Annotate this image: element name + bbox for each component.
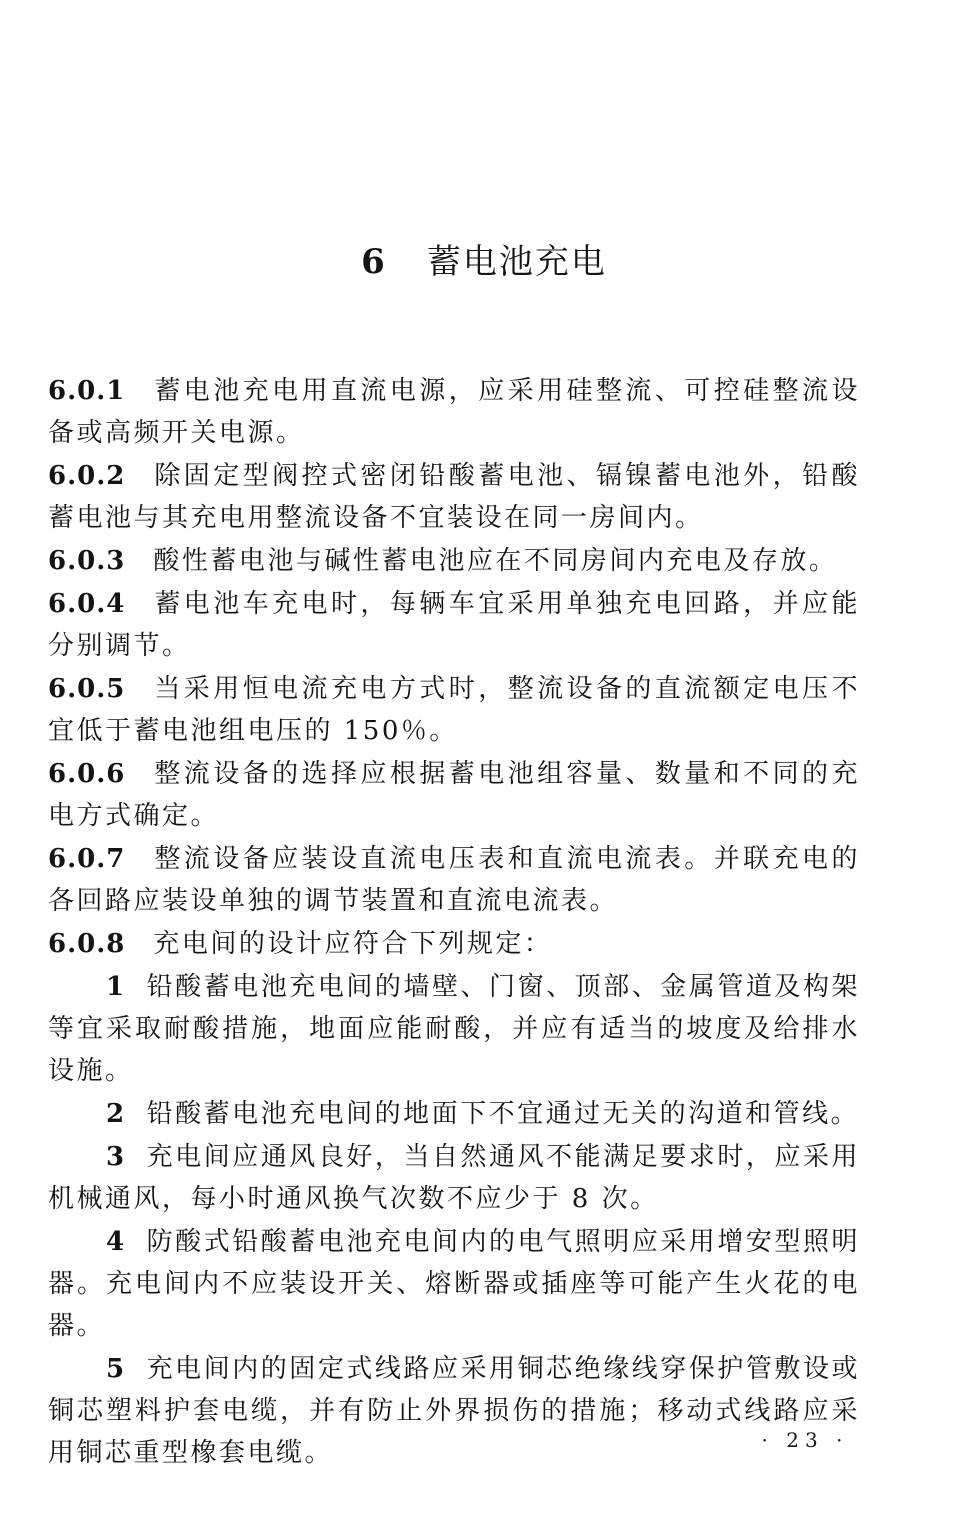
clause-6-0-6 [48,753,860,837]
clause-number: 6.0.4 [48,589,126,619]
clause-number: 6.0.3 [48,546,126,576]
clause-number: 6.0.1 [48,376,126,406]
item-text: 充电间应通风良好，当自然通风不能满足要求时，应采用机械通风，每小时通风换气次数不应少于 8 次。 [48,1142,860,1214]
clause-text: 整流设备应装设直流电压表和直流电流表。并联充电的各回路应装设单独的调节装置和直流电流表。 [48,844,860,916]
clause-6-0-7 [48,838,860,922]
clause-number: 6.0.5 [48,674,126,704]
chapter-number: 6 [361,242,387,282]
clause-text: 蓄电池充电用直流电源，应采用硅整流、可控硅整流设备或高频开关电源。 [48,376,860,448]
page-number: · 23 · [761,1428,849,1452]
item-number: 5 [106,1354,127,1384]
item-text: 防酸式铅酸蓄电池充电间内的电气照明应采用增安型照明器。充电间内不应装设开关、熔断器或插座等可能产生火花的电器。 [48,1227,860,1341]
clause-text: 蓄电池车充电时，每辆车宜采用单独充电回路，并应能分别调节。 [48,589,860,661]
clause-6-0-1 [48,370,860,454]
chapter-title: 蓄电池充电 [426,242,607,282]
item-number: 2 [106,1099,127,1129]
clause-number: 6.0.6 [48,759,126,789]
clause-6-0-2 [48,455,860,539]
clause-text: 充电间的设计应符合下列规定： [153,929,553,959]
clause-6-0-4 [48,583,860,667]
clause-6-0-3 [48,540,860,582]
list-item-2 [48,1093,860,1135]
item-number: 3 [106,1142,127,1172]
item-text: 铅酸蓄电池充电间的地面下不宜通过无关的沟道和管线。 [146,1099,860,1129]
list-item-3 [48,1136,860,1220]
clause-text: 除固定型阀控式密闭铅酸蓄电池、镉镍蓄电池外，铅酸蓄电池与其充电用整流设备不宜装设在同一房间内。 [48,461,860,533]
clause-text: 酸性蓄电池与碱性蓄电池应在不同房间内充电及存放。 [153,546,838,576]
item-number: 4 [106,1227,127,1257]
list-item-1 [48,966,860,1092]
item-text: 充电间内的固定式线路应采用铜芯绝缘线穿保护管敷设或铜芯塑料护套电缆，并有防止外界损伤的措施；移动式线路应采用铜芯重型橡套电缆。 [48,1354,860,1468]
clause-6-0-8 [48,923,860,965]
list-item-4 [48,1221,860,1347]
clause-number: 6.0.2 [48,461,126,491]
clause-text: 整流设备的选择应根据蓄电池组容量、数量和不同的充电方式确定。 [48,759,860,831]
chapter-body [48,370,860,1475]
clause-text: 当采用恒电流充电方式时，整流设备的直流额定电压不宜低于蓄电池组电压的 150％。 [48,674,860,746]
item-number: 1 [106,972,127,1002]
clause-number: 6.0.8 [48,929,126,959]
chapter-heading [0,236,968,288]
list-item-5 [48,1348,860,1474]
item-text: 铅酸蓄电池充电间的墙壁、门窗、顶部、金属管道及构架等宜采取耐酸措施，地面应能耐酸，并应有适当的坡度及给排水设施。 [48,972,860,1086]
clause-6-0-5 [48,668,860,752]
clause-number: 6.0.7 [48,844,126,874]
